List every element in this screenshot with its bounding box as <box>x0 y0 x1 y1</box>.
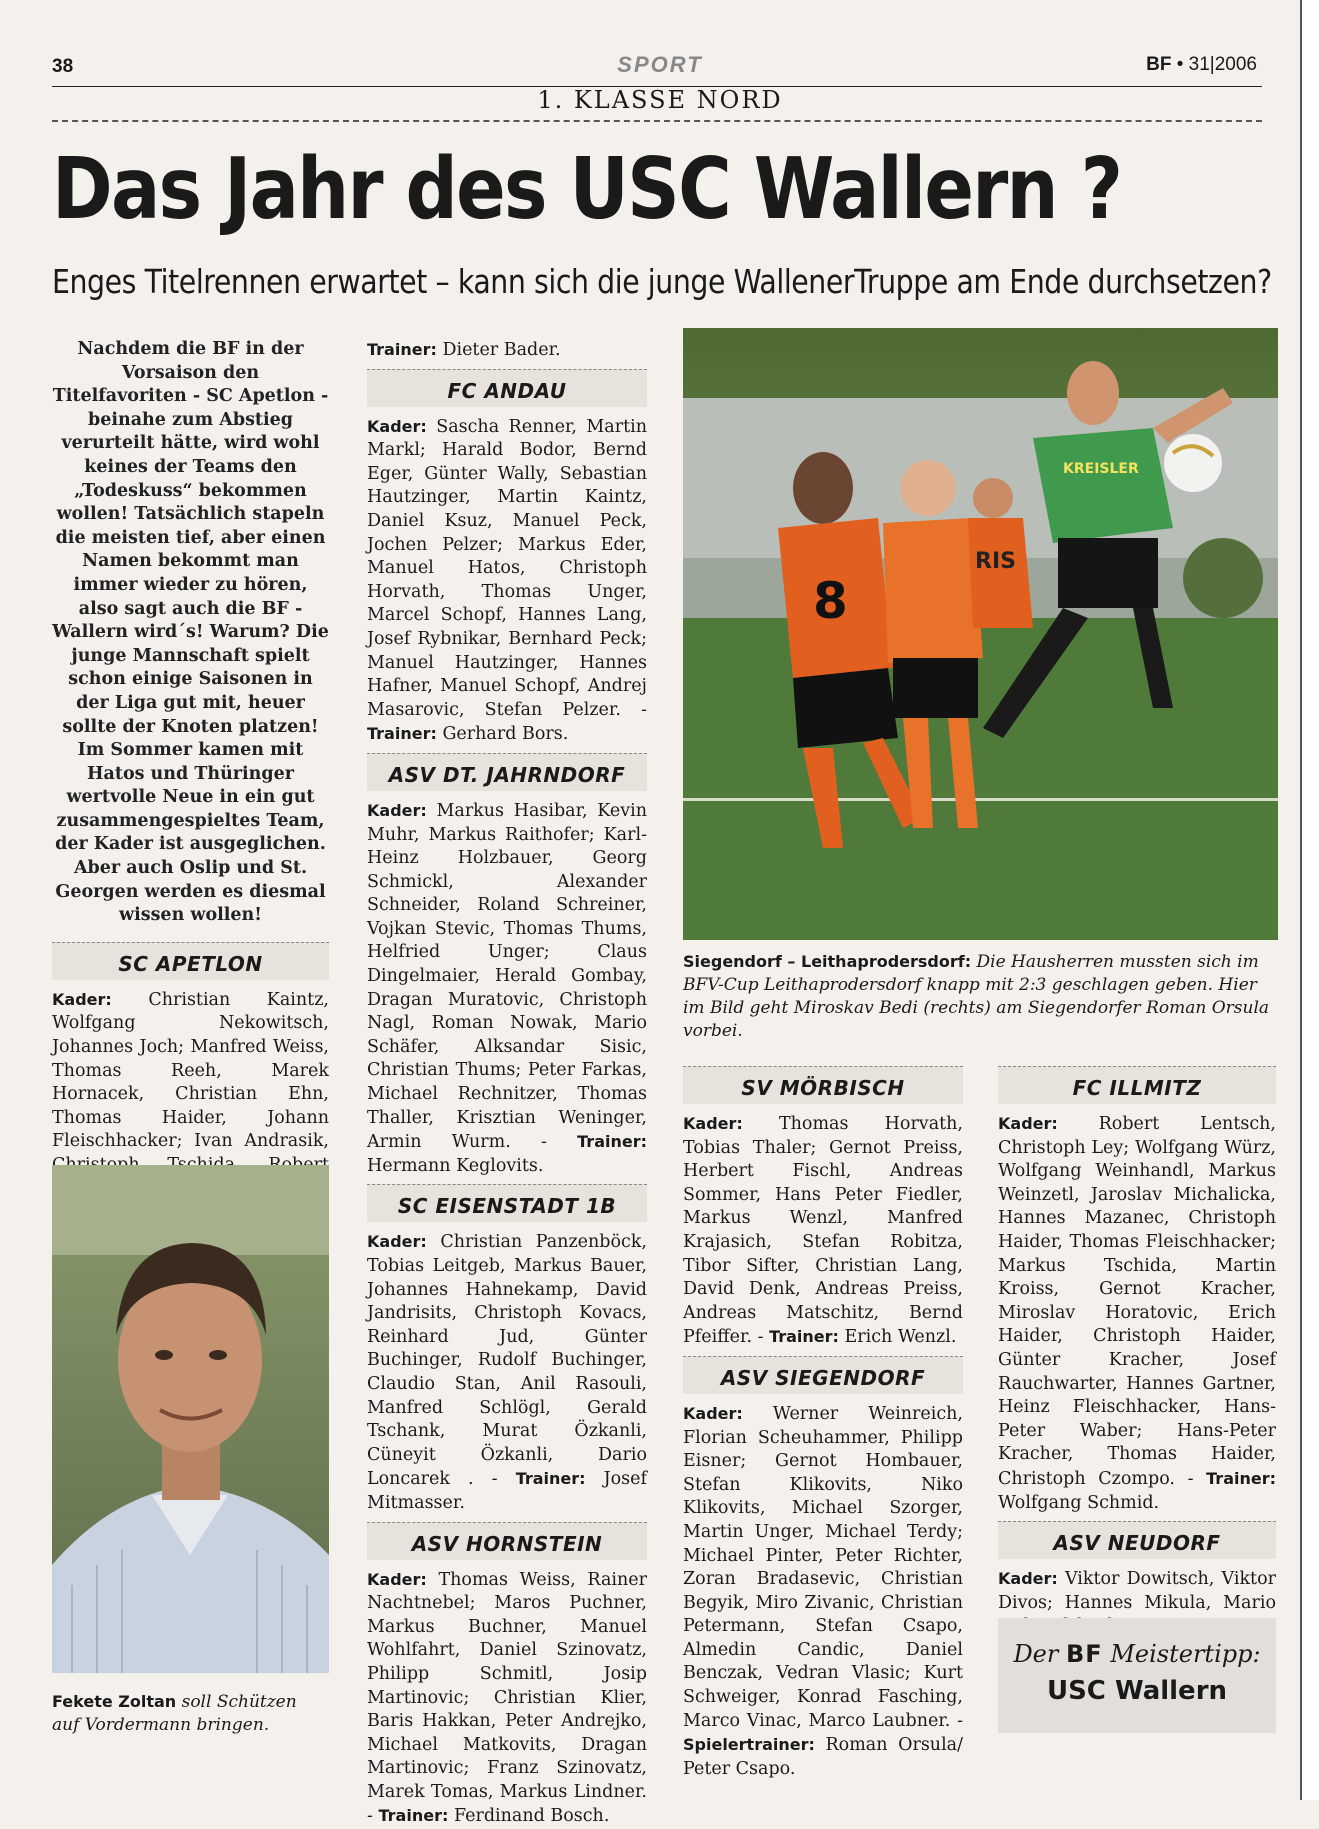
kader-list: Viktor Dowitsch, Viktor Divos; Hannes Mikula, Mario <box>998 1569 1276 1613</box>
headline: Das Jahr des USC Wallern ? <box>52 140 1122 239</box>
trainer-name: Josef Mitmasser. <box>367 1469 647 1513</box>
trainer-name: Wolfgang Schmid. <box>998 1492 1160 1513</box>
sponsor-text: KREISLER <box>1063 461 1139 477</box>
match-photo <box>683 328 1278 940</box>
kader-label: Kader: <box>683 1403 743 1423</box>
team-title-siegendorf: ASV SIEGENDORF <box>683 1356 963 1394</box>
league-title: 1. KLASSE NORD <box>537 86 783 114</box>
team-roster-eisenstadt <box>367 1230 647 1515</box>
intro-text: Nachdem die BF in der Vorsaison den Titelfavoriten - SC Apetlon - beinahe zum Abstieg verurteilt hätte, wird wohl keines der Teams den „Todeskuss“ bekommen wollen! Tatsächlich stapeln die meisten tief, aber einen Namen bekommt man immer wieder zu hören, also sagt auch die BF - Wallern wird´s! Warum? Die junge Mannschaft spielt schon einige Saisonen in der Liga gut mit, heuer sollte der Knoten platzen! Im Sommer kamen mit Hatos und Thüringer wertvolle Neue in ein gut zusammengespieltes Team, der Kader ist ausgeglichen. Aber auch Oslip und St. Georgen werden es diesmal wissen wollen! <box>52 339 329 926</box>
kader-list: Werner Weinreich, Florian Scheuhammer, Philipp Eisner; Gernot Hombauer, Stefan Klikovits, Niko Klikovits, Michael Szorger, Martin Unger, Michael Terdy; Michael Pinter, Peter Richter, Zoran Bradasevic, Christian Begyik, Miro Zivanic, Christian Petermann, Stefan Csapo, Almedin Candic, Daniel Benczak, Vedran Vlasic; Kurt Schweiger, Konrad Fasching, Marco Vinac, Marco Laubner. - <box>683 1403 963 1731</box>
team-title-illmitz: FC ILLMITZ <box>998 1066 1276 1104</box>
meistertipp-box <box>998 1618 1276 1733</box>
trainer-label: Trainer: <box>577 1132 647 1152</box>
issue-number: 31|2006 <box>1188 54 1257 75</box>
match-photo-caption <box>683 950 1278 1043</box>
match-caption-text: Die Hausherren mussten sich im BFV-Cup Leithaprodersdorf knapp mit 2:3 geschlagen geben. Hier im Bild geht Miroskav Bedi (rechts) am Siegendorfer Roman Orsula vorbei. <box>683 952 1270 1041</box>
trainer-name: Hermann Keglovits. <box>367 1155 544 1176</box>
meistertipp-title <box>998 1640 1276 1668</box>
meistertipp-team: USC Wallern <box>1046 1676 1228 1706</box>
kader-label: Kader: <box>52 989 112 1009</box>
tip-suffix: Meistertipp: <box>1110 1640 1261 1668</box>
trainer-label: Trainer: <box>378 1806 449 1826</box>
column-2 <box>367 338 647 1829</box>
kader-list: Robert Lentsch, Christoph Ley; Wolfgang Würz, Wolfgang Weinhandl, Markus Weinzetl, Jaroslav Michalicka, Hannes Mazanec, Christoph Haider, Thomas Fleischhacker; Markus Tschida, Martin Kroiss, Gernot Kracher, Miroslav Horatovic, Erich Haider, Christoph Haider, Günter Kracher, Josef Rauchwarter, Hannes Gartner, Heinz Fleischhacker, Hans-Peter Waber; Hans-Peter Kracher, Thomas Haider, Christoph Czompo. - <box>998 1114 1276 1489</box>
team-title-apetlon: SC APETLON <box>52 942 329 980</box>
portrait-photo <box>52 1165 329 1673</box>
issue-separator: • <box>1176 54 1184 75</box>
portrait-illustration <box>52 1165 329 1673</box>
kader-label: Kader: <box>998 1569 1058 1589</box>
team-title-neudorf: ASV NEUDORF <box>998 1521 1276 1559</box>
column-4 <box>998 1060 1276 1639</box>
team-roster-andau <box>367 415 647 747</box>
match-caption-title: Siegendorf – Leithaprodersdorf: <box>683 952 972 971</box>
trainer-label: Trainer: <box>367 340 437 359</box>
issue-info <box>1146 54 1257 76</box>
team-title-andau: FC ANDAU <box>367 369 647 407</box>
team-roster-jahrndorf <box>367 799 647 1179</box>
trainer-label: Trainer: <box>769 1327 839 1347</box>
tip-brand: BF <box>1066 1640 1103 1668</box>
team-title-moerbisch: SV MÖRBISCH <box>683 1066 963 1104</box>
kader-label: Kader: <box>998 1114 1058 1133</box>
kader-list: Thomas Weiss, Rainer Nachtnebel; Maros Puchner, Markus Buchner, Manuel Wohlfahrt, Daniel Szinovatz, Philipp Schmitl, Josip Martinovic; Christian Klier, Baris Hakkan, Peter Andrejko, Michael Matkovits, Dragan Martinovic; Franz Szinovatz, Marek Tomas, Markus Lindner. - <box>367 1569 647 1827</box>
apetlon-trainer <box>367 338 647 363</box>
portrait-caption-name: Fekete Zoltan <box>52 1692 177 1711</box>
trainer-name: Dieter Bader. <box>442 340 561 360</box>
banner-text: RIS <box>975 549 1016 574</box>
kader-label: Kader: <box>367 1232 427 1252</box>
section-title: SPORT <box>617 52 703 77</box>
kader-label: Kader: <box>683 1114 743 1133</box>
kader-list: Christian Panzenböck, Tobias Leitgeb, Markus Bauer, Johannes Hahnekamp, David Jandrisits, Christoph Kovacs, Reinhard Jud, Günter Buchinger, Rudolf Buchinger, Claudio Stan, Anil Rasouli, Manfred Schlögl, Gerald Tschank, Murat Özkanli, Cüneyit Özkanli, Dario Loncarek . - <box>367 1232 647 1490</box>
shirt-number: 8 <box>813 572 848 630</box>
trainer-name: Gerhard Bors. <box>442 724 569 745</box>
match-illustration <box>683 328 1278 940</box>
column-3 <box>683 1060 963 1781</box>
tip-prefix: Der <box>1013 1640 1059 1668</box>
subheadline: Enges Titelrennen erwartet – kann sich die junge WallenerTruppe am Ende durchsetzen? <box>52 262 1272 301</box>
kader-list: Christian Kaintz, Wolfgang Nekowitsch, Johannes Joch; Manfred Weiss, Thomas Reeh, Marek Hornacek, Christian Ehn, Thomas Haider, Johann Fleischhacker; Ivan Andrasik, <box>52 989 329 1152</box>
kader-label: Kader: <box>367 800 427 820</box>
kader-label: Kader: <box>367 416 427 436</box>
portrait-caption <box>52 1690 329 1737</box>
team-roster-moerbisch <box>683 1112 963 1350</box>
kader-list: Sascha Renner, Martin Markl; Harald Bodor, Bernd Eger, Günter Wally, Sebastian Hautzinger, Martin Kaintz, Daniel Ksuz, Manuel Peck, Jochen Pelzer; Markus Eder, Manuel Hatos, Christoph Horvath, Thomas Unger, Marcel Schopf, Hannes Lang, Josef Rybnikar, Bernhard Peck; Manuel Hautzinger, Hannes Hafner, Manuel Schopf, Andrej Masarovic, Stefan Pelzer. - <box>367 416 647 720</box>
page-number: 38 <box>52 56 74 77</box>
trainer-name: Ferdinand Bosch. <box>453 1806 610 1827</box>
team-roster-illmitz <box>998 1112 1276 1515</box>
team-roster-siegendorf <box>683 1402 963 1782</box>
page-edge <box>1300 0 1319 1800</box>
team-title-jahrndorf: ASV DT. JAHRNDORF <box>367 753 647 791</box>
spielertrainer-label: Spielertrainer: <box>683 1735 815 1755</box>
trainer-label: Trainer: <box>367 724 437 744</box>
column-1 <box>52 338 329 1272</box>
trainer-name: Erich Wenzl. <box>844 1327 957 1348</box>
portrait-caption-text: soll Schützen auf Vordermann bringen. <box>52 1692 297 1735</box>
kader-label: Kader: <box>367 1569 427 1589</box>
trainer-label: Trainer: <box>515 1469 586 1489</box>
header-dashed-rule <box>52 120 1262 122</box>
trainer-name: Roman Orsula/ Peter Csapo. <box>683 1735 963 1779</box>
team-roster-hornstein <box>367 1568 647 1829</box>
team-title-eisenstadt: SC EISENSTADT 1B <box>367 1184 647 1222</box>
team-title-hornstein: ASV HORNSTEIN <box>367 1522 647 1560</box>
kader-list: Thomas Horvath, Tobias Thaler; Gernot Preiss, Herbert Fischl, Andreas Sommer, Hans Peter Fiedler, Markus Wenzl, Manfred Krajasich, Stefan Robitza, Tibor Sifter, Christian Lang, David Denk, Andreas Preiss, Andreas Matschitz, Bernd Pfeiffer. - <box>683 1114 963 1348</box>
issue-brand: BF <box>1146 54 1172 75</box>
trainer-label: Trainer: <box>1206 1468 1276 1488</box>
kader-list: Markus Hasibar, Kevin Muhr, Markus Raithofer; Karl-Heinz Holzbauer, Georg Schmickl, Alexander Schneider, Roland Schreiner, Vojkan Stevic, Thomas Thums, Helfried Unger; Claus Dingelmaier, Herald Gombay, Dragan Muratovic, Christoph Nagl, Roman Nowak, Mario Schäfer, Alksandar Sisic, Christian Thums; Peter Farkas, Michael Rechnitzer, Thomas Thaller, Krisztian Weninger, Armin Wurm. - <box>367 800 647 1153</box>
